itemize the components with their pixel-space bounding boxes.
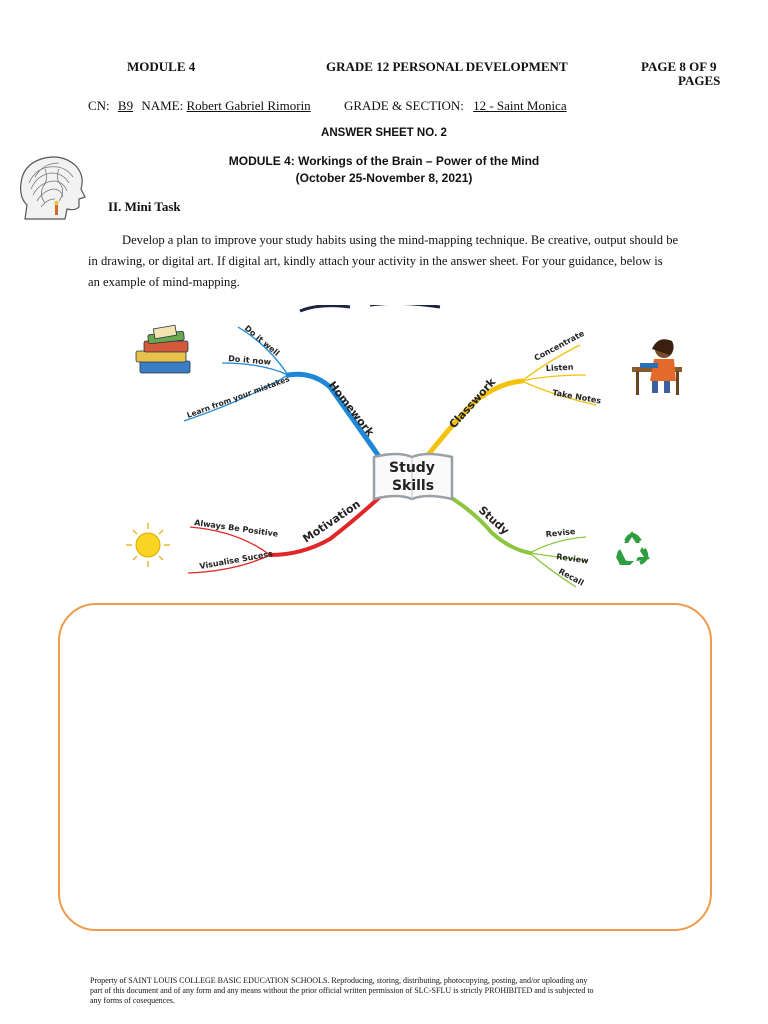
grade-section-label: GRADE & SECTION: <box>343 98 464 113</box>
footer-line-2: part of this document and of any form and any means without the prior official written permission of SLC-SFLU is strictly PROHIBITED and is subjected to <box>90 986 594 995</box>
answer-sheet-title: ANSWER SHEET NO. 2 <box>321 127 447 139</box>
page-number: PAGE 8 OF 9 <box>641 59 717 74</box>
leaf-concentrate: Concentrate <box>532 328 586 363</box>
student-info-line <box>88 98 567 114</box>
center-label-line-2: Skills <box>391 478 435 494</box>
branch-label-motivation: Motivation <box>300 497 363 546</box>
name-value: Robert Gabriel Rimorin <box>186 98 311 113</box>
brain-head-icon <box>15 153 91 221</box>
module-label: MODULE 4 <box>127 59 196 74</box>
sun-icon <box>126 523 170 567</box>
page-number-suffix: PAGES <box>678 73 721 88</box>
answer-box[interactable] <box>58 603 712 931</box>
grade-section-value: 12 - Saint Monica <box>473 98 567 113</box>
cn-value: B9 <box>117 98 134 113</box>
recycle-icon <box>616 531 650 565</box>
date-range: (October 25-November 8, 2021) <box>295 171 473 185</box>
footer-line-3: any forms of cosequences. <box>90 996 175 1005</box>
leaf-do-it-now: Do it now <box>227 354 272 367</box>
name-label: NAME: <box>141 98 184 113</box>
instruction-line-3: an example of mind-mapping. <box>88 275 240 289</box>
leaf-listen: Listen <box>545 362 574 373</box>
center-node <box>374 454 452 499</box>
section-title: II. Mini Task <box>108 199 181 214</box>
branch-label-homework: Homework <box>325 378 377 439</box>
student-desk-icon <box>632 339 682 395</box>
instruction-line-2: in drawing, or digital art. If digital art, kindly attach your activity in the answer sheet. For your guidance, below is <box>88 254 663 268</box>
leaf-learn-from-mistakes: Learn from your mistakes <box>185 374 291 420</box>
leaf-revise: Revise <box>545 526 576 539</box>
footer-line-1: Property of SAINT LOUIS COLLEGE BASIC EDUCATION SCHOOLS. Reproducing, storing, distributing, photocopying, posting, and/or uploading any <box>90 976 588 985</box>
cn-label: CN: <box>88 98 110 113</box>
leaf-do-it-well: Do it well <box>242 323 282 358</box>
module-title: MODULE 4: Workings of the Brain – Power of the Mind <box>228 154 540 168</box>
branch-label-classwork: Classwork <box>446 375 499 432</box>
center-label-line-1: Study <box>389 460 435 476</box>
leaf-visualise-success: Visualise Sucess <box>198 549 274 571</box>
instruction-line-1: Develop a plan to improve your study habits using the mind-mapping technique. Be creative, output should be <box>122 233 679 247</box>
leaf-review: Review <box>555 552 590 566</box>
leaf-always-be-positive: Always Be Positive <box>193 518 279 539</box>
books-icon <box>136 325 190 373</box>
mind-map-figure <box>0 305 768 605</box>
subject-label: GRADE 12 PERSONAL DEVELOPMENT <box>326 59 568 74</box>
branch-label-study: Study <box>475 503 512 538</box>
leaf-recall: Recall <box>557 566 586 588</box>
leaf-take-notes: Take Notes <box>551 388 602 406</box>
